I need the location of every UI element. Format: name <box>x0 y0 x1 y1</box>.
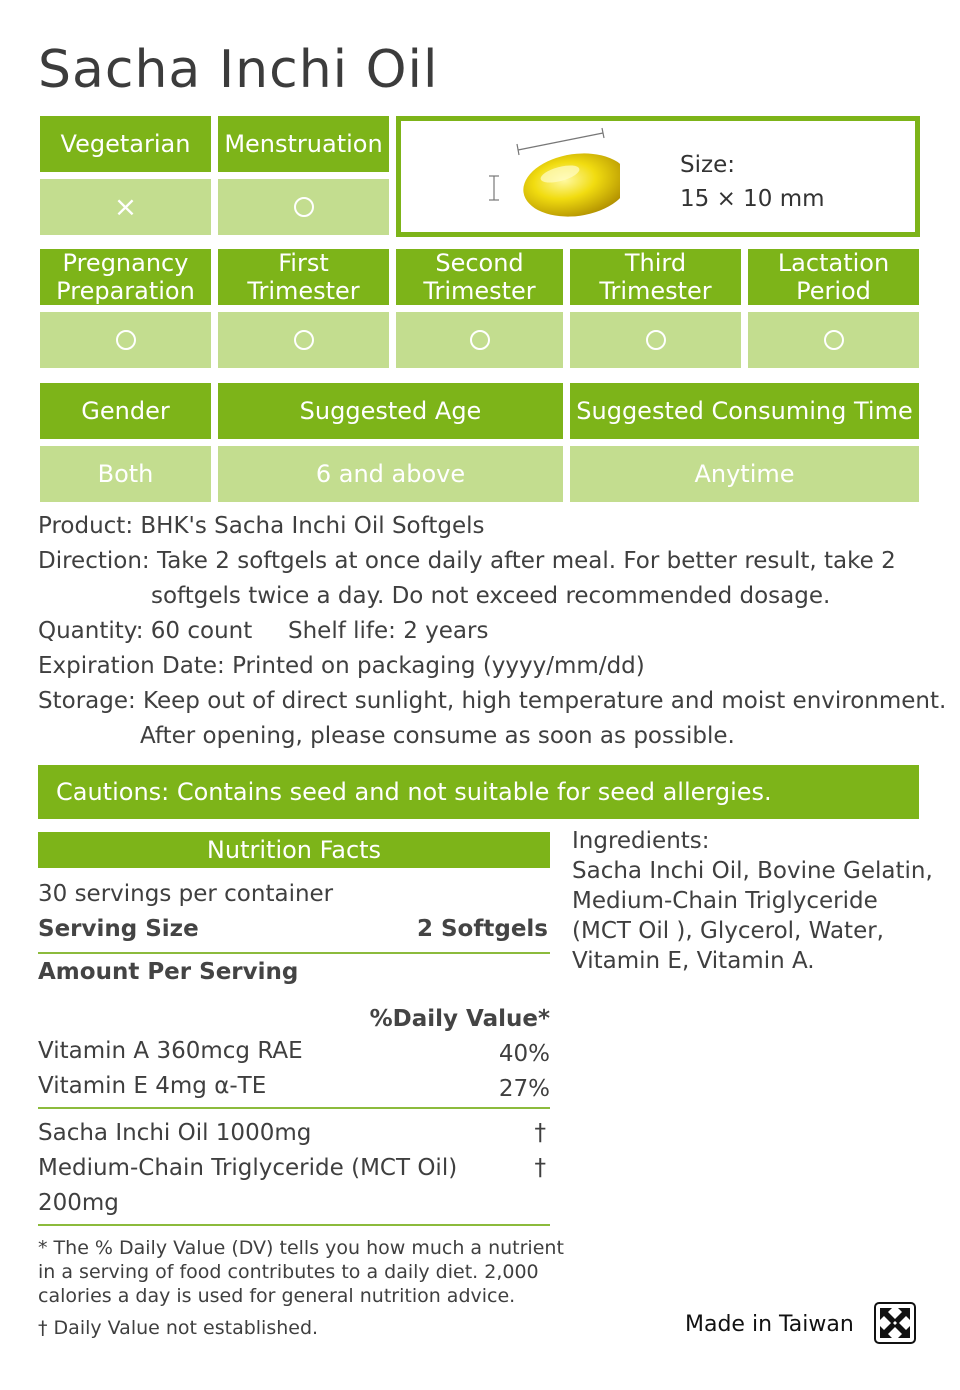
header-suggested-age: Suggested Age <box>218 383 563 439</box>
ingredients-line: Sacha Inchi Oil, Bovine Gelatin, <box>572 858 933 884</box>
size-label: Size: <box>680 152 735 178</box>
first-trimester-cell <box>218 312 389 368</box>
circle-mark-icon <box>646 330 666 350</box>
header-line: Pregnancy <box>62 249 189 277</box>
header-line: Trimester <box>423 277 536 305</box>
header-gender: Gender <box>40 383 211 439</box>
header-line: Preparation <box>56 277 195 305</box>
ingredients-label: Ingredients: <box>572 828 710 854</box>
nutrient-name: Sacha Inchi Oil 1000mg <box>38 1120 312 1146</box>
divider <box>38 1224 550 1226</box>
caution-banner: Cautions: Contains seed and not suitable for seed allergies. <box>38 765 919 819</box>
divider <box>38 1107 550 1109</box>
divider <box>38 952 550 954</box>
quantity-line: Quantity: 60 count <box>38 618 253 644</box>
suggested-age-cell <box>218 446 563 502</box>
softgel-capsule-icon <box>480 124 620 224</box>
storage-line-1: Storage: Keep out of direct sunlight, high temperature and moist environment. <box>38 688 947 714</box>
header-suggested-time: Suggested Consuming Time <box>570 383 919 439</box>
header-line: Trimester <box>247 277 360 305</box>
storage-line-2: After opening, please consume as soon as possible. <box>140 723 735 749</box>
suggested-time-cell <box>570 446 919 502</box>
nutrient-dv: 40% <box>498 1041 550 1067</box>
header-line: Lactation <box>777 249 890 277</box>
ingredients-line: Vitamin E, Vitamin A. <box>572 948 815 974</box>
nutrient-name: Vitamin E 4mg α-TE <box>38 1073 267 1099</box>
nutrient-dv: 27% <box>498 1076 550 1102</box>
direction-line-1: Direction: Take 2 softgels at once daily after meal. For better result, take 2 <box>38 548 896 574</box>
expiration-line: Expiration Date: Printed on packaging (yyyy/mm/dd) <box>38 653 645 679</box>
amount-per-serving: Amount Per Serving <box>38 959 299 985</box>
made-in-taiwan: Made in Taiwan <box>685 1312 854 1337</box>
nutrient-name: Vitamin A 360mcg RAE <box>38 1038 303 1064</box>
daily-value-header: %Daily Value* <box>369 1006 550 1032</box>
second-trimester-cell <box>396 312 563 368</box>
header-line: Period <box>796 277 871 305</box>
header-second-trimester <box>396 249 563 305</box>
serving-size-value: 2 Softgels <box>416 916 548 942</box>
nutrient-name: Medium-Chain Triglyceride (MCT Oil) <box>38 1155 458 1181</box>
footnote-dagger: † Daily Value not established. <box>38 1317 319 1339</box>
size-value: 15 × 10 mm <box>680 186 825 212</box>
size-box <box>396 116 920 237</box>
recycle-icon <box>874 1302 916 1344</box>
header-pregnancy-preparation <box>40 249 211 305</box>
size-text <box>680 148 825 216</box>
header-third-trimester <box>570 249 741 305</box>
header-line: Trimester <box>599 277 712 305</box>
lactation-period-cell <box>748 312 919 368</box>
circle-mark-icon <box>294 197 314 217</box>
direction-line-2: softgels twice a day. Do not exceed recommended dosage. <box>151 583 831 609</box>
header-vegetarian: Vegetarian <box>40 116 211 172</box>
menstruation-cell <box>218 179 389 235</box>
footnote: in a serving of food contributes to a daily diet. 2,000 <box>38 1261 539 1283</box>
circle-mark-icon <box>116 330 136 350</box>
cross-mark-icon: × <box>113 190 138 223</box>
header-first-trimester <box>218 249 389 305</box>
gender-value: Both <box>97 460 154 488</box>
nutrient-name-continued: 200mg <box>38 1190 119 1216</box>
header-line: Third <box>624 249 687 277</box>
footnote: calories a day is used for general nutrition advice. <box>38 1285 516 1307</box>
header-line: Second <box>435 249 524 277</box>
suggested-age-value: 6 and above <box>315 460 466 488</box>
circle-mark-icon <box>824 330 844 350</box>
nutrient-dv: † <box>534 1155 546 1181</box>
serving-size-label: Serving Size <box>38 916 199 942</box>
suggested-time-value: Anytime <box>694 460 795 488</box>
shelf-life-line: Shelf life: 2 years <box>288 618 489 644</box>
third-trimester-cell <box>570 312 741 368</box>
gender-cell <box>40 446 211 502</box>
ingredients-block <box>572 826 933 976</box>
header-menstruation: Menstruation <box>218 116 389 172</box>
vegetarian-cell <box>40 179 211 235</box>
ingredients-line: Medium-Chain Triglyceride <box>572 888 878 914</box>
page-title: Sacha Inchi Oil <box>38 40 439 100</box>
circle-mark-icon <box>470 330 490 350</box>
nutrient-dv: † <box>534 1120 546 1146</box>
header-lactation-period <box>748 249 919 305</box>
footnote: * The % Daily Value (DV) tells you how much a nutrient <box>38 1237 564 1259</box>
product-line: Product: BHK's Sacha Inchi Oil Softgels <box>38 513 485 539</box>
ingredients-line: (MCT Oil ), Glycerol, Water, <box>572 918 884 944</box>
nutrition-facts-heading: Nutrition Facts <box>38 832 550 868</box>
header-line: First <box>278 249 329 277</box>
circle-mark-icon <box>294 330 314 350</box>
pregnancy-preparation-cell <box>40 312 211 368</box>
servings-per-container: 30 servings per container <box>38 881 334 907</box>
